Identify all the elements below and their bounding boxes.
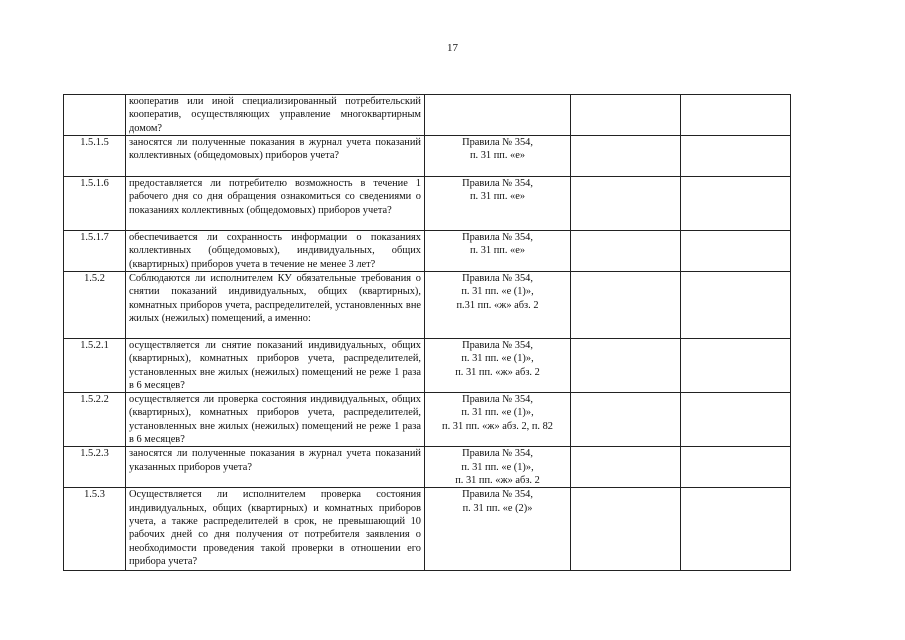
item-number: 1.5.2.3 (64, 447, 126, 488)
table-row (64, 231, 791, 272)
legal-reference: Правила № 354, п. 31 пп. «е» (425, 177, 571, 231)
answer-cell (571, 488, 681, 571)
legal-reference: Правила № 354, п. 31 пп. «е» (425, 231, 571, 272)
legal-reference: Правила № 354, п. 31 пп. «е» (425, 136, 571, 177)
note-cell (681, 339, 791, 393)
requirement-question: осуществляется ли проверка состояния индивидуальных, общих (квартирных), комнатных приборов учета, распределителей, установленных вне жилых (нежилых) помещений не реже 1 раза в 6 месяцев? (126, 393, 425, 447)
legal-reference: Правила № 354, п. 31 пп. «е (1)», п.31 пп. «ж» абз. 2 (425, 272, 571, 339)
table-row (64, 393, 791, 447)
note-cell (681, 272, 791, 339)
item-number: 1.5.1.7 (64, 231, 126, 272)
requirement-question: кооператив или иной специализированный потребительский кооператив, осуществляющих управление многоквартирным домом? (126, 95, 425, 136)
answer-cell (571, 272, 681, 339)
requirement-question: Осуществляется ли исполнителем проверка состояния индивидуальных, общих (квартирных) и комнатных приборов учета, а также распределителей в срок, не превышающий 10 рабочих дней со дня получения от потребителя заявления о необходимости проведения такой проверки в отношении его прибора учета? (126, 488, 425, 571)
page-number: 17 (447, 42, 458, 54)
legal-reference: Правила № 354, п. 31 пп. «е (2)» (425, 488, 571, 571)
note-cell (681, 393, 791, 447)
note-cell (681, 95, 791, 136)
note-cell (681, 231, 791, 272)
requirement-question: осуществляется ли снятие показаний индивидуальных, общих (квартирных), комнатных приборов учета, распределителей, установленных вне жилых (нежилых) помещений не реже 1 раза в 6 месяцев? (126, 339, 425, 393)
answer-cell (571, 393, 681, 447)
answer-cell (571, 95, 681, 136)
item-number: 1.5.1.5 (64, 136, 126, 177)
answer-cell (571, 136, 681, 177)
table-row (64, 272, 791, 339)
answer-cell (571, 339, 681, 393)
item-number: 1.5.3 (64, 488, 126, 571)
requirement-question: обеспечивается ли сохранность информации о показаниях коллективных (общедомовых), индивидуальных, общих (квартирных) приборов учета в течение не менее 3 лет? (126, 231, 425, 272)
requirement-question: предоставляется ли потребителю возможность в течение 1 рабочего дня со дня обращения ознакомиться со сведениями о показаниях коллективных (общедомовых) приборов учета? (126, 177, 425, 231)
legal-reference: Правила № 354, п. 31 пп. «е (1)», п. 31 пп. «ж» абз. 2 (425, 447, 571, 488)
legal-reference: Правила № 354, п. 31 пп. «е (1)», п. 31 пп. «ж» абз. 2, п. 82 (425, 393, 571, 447)
requirement-question: заносятся ли полученные показания в журнал учета показаний коллективных (общедомовых) приборов учета? (126, 136, 425, 177)
item-number: 1.5.2.1 (64, 339, 126, 393)
table-row (64, 339, 791, 393)
table-row (64, 488, 791, 571)
legal-reference: Правила № 354, п. 31 пп. «е (1)», п. 31 пп. «ж» абз. 2 (425, 339, 571, 393)
note-cell (681, 447, 791, 488)
item-number: 1.5.2 (64, 272, 126, 339)
requirement-question: заносятся ли полученные показания в журнал учета показаний указанных приборов учета? (126, 447, 425, 488)
checklist-table (63, 94, 791, 571)
note-cell (681, 177, 791, 231)
item-number: 1.5.1.6 (64, 177, 126, 231)
table-row (64, 177, 791, 231)
table-row (64, 136, 791, 177)
table-row (64, 447, 791, 488)
table-row (64, 95, 791, 136)
note-cell (681, 136, 791, 177)
answer-cell (571, 447, 681, 488)
answer-cell (571, 231, 681, 272)
item-number: 1.5.2.2 (64, 393, 126, 447)
legal-reference (425, 95, 571, 136)
requirement-question: Соблюдаются ли исполнителем КУ обязательные требования о снятии показаний индивидуальных, общих (квартирных), комнатных приборов учета, распределителей, установленных вне жилых (нежилых) помещений, а именно: (126, 272, 425, 339)
note-cell (681, 488, 791, 571)
item-number (64, 95, 126, 136)
answer-cell (571, 177, 681, 231)
